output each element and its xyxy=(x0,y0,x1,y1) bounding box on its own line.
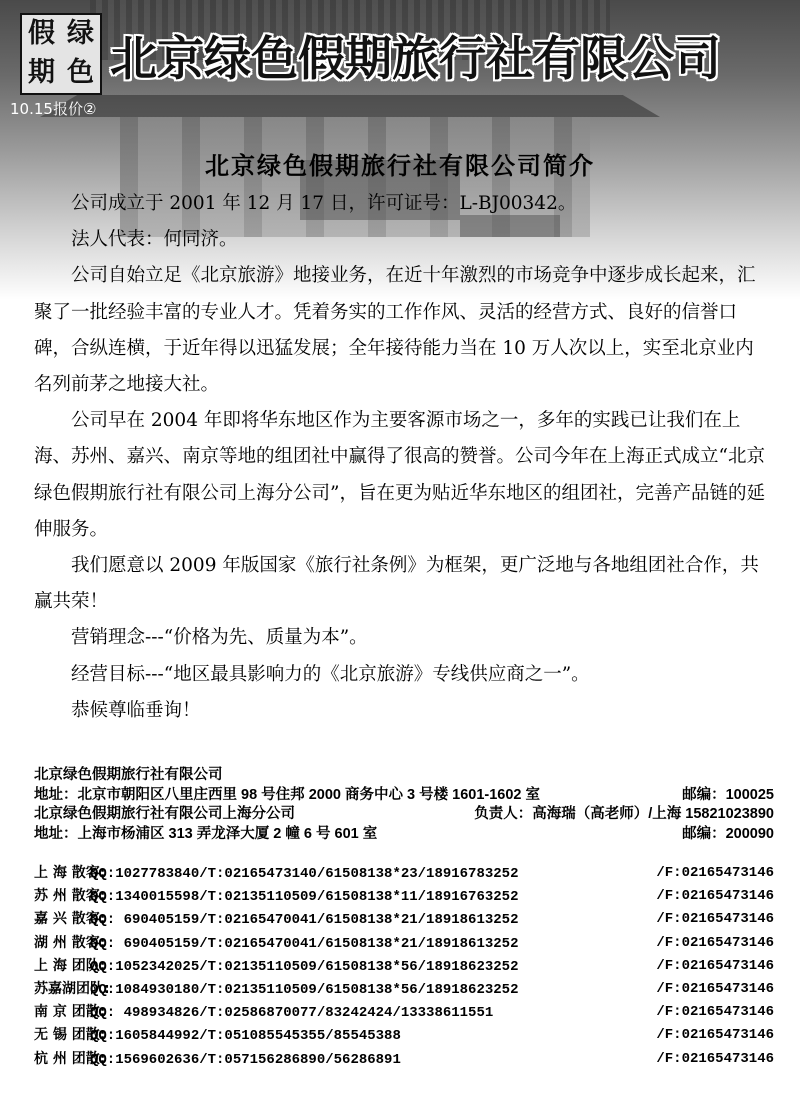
gate-eave-image xyxy=(40,95,660,117)
branch-label: 上 海 团队: xyxy=(34,957,106,974)
branch-manager: 负责人：高海瑞（高老师）/上海 15821023890 xyxy=(474,806,774,822)
branch-fax: /F:02165473146 xyxy=(656,888,774,905)
branch-name: 北京绿色假期旅行社有限公司上海分公司 xyxy=(34,806,295,822)
branch-fax: /F:02165473146 xyxy=(656,911,774,928)
branch-label: 苏 州 散客: xyxy=(34,888,106,905)
branch-row xyxy=(34,1024,774,1047)
branch-row xyxy=(34,955,774,978)
branch-contact: QQ:1084930180/T:02135110509/61508138*56/18918623252 xyxy=(90,981,519,998)
company-title: 北京绿色假期旅行社有限公司 xyxy=(110,32,721,87)
logo-char: 假 xyxy=(28,18,55,49)
branch-address-row xyxy=(34,825,774,845)
contact-block xyxy=(34,766,774,844)
hq-address-row xyxy=(34,786,774,806)
branch-fax: /F:02165473146 xyxy=(656,957,774,974)
intro-paragraph: 公司成立于 2001 年 12 月 17 日，许可证号：L-BJ00342。 xyxy=(71,193,577,214)
hq-name-row xyxy=(34,766,774,786)
branch-label: 嘉 兴 散客: xyxy=(34,911,106,928)
branch-row xyxy=(34,932,774,955)
hq-name: 北京绿色假期旅行社有限公司 xyxy=(34,767,223,783)
branch-contact: QQ: 690405159/T:02165470041/61508138*21/18918613252 xyxy=(90,935,519,952)
branch-label: 无 锡 团散: xyxy=(34,1027,106,1044)
branch-fax: /F:02165473146 xyxy=(656,865,774,881)
branch-fax: /F:02165473146 xyxy=(656,1004,774,1021)
intro-paragraph: 公司早在 2004 年即将华东地区作为主要客源市场之一，多年的实践已让我们在上海、苏州、嘉兴、南京等地的组团社中赢得了很高的赞誉。公司今年在上海正式成立“北京绿色假期旅行社有限公司上海分公司”，旨在更为贴近华东地区的组团社，完善产品链的延伸服务。 xyxy=(34,410,765,540)
branch-label: 苏嘉湖团队: xyxy=(34,980,110,997)
branch-address: 地址：上海市杨浦区 313 弄龙泽大厦 2 幢 6 号 601 室 xyxy=(34,825,378,842)
branch-fax: /F:02165473146 xyxy=(656,1027,774,1044)
branch-contact: QQ:1027783840/T:02165473140/61508138*23/18916783252 xyxy=(90,866,519,882)
intro-paragraph: 法人代表：何同济。 xyxy=(71,229,238,251)
branch-fax: /F:02165473146 xyxy=(656,980,774,997)
intro-body xyxy=(34,186,770,729)
intro-paragraph: 营销理念---“价格为先、质量为本”。 xyxy=(71,627,368,649)
branch-contact: QQ:1052342025/T:02135110509/61508138*56/18918623252 xyxy=(90,958,519,975)
hq-address: 地址：北京市朝阳区八里庄西里 98 号住邦 2000 商务中心 3 号楼 1601-1602 室 xyxy=(34,786,541,803)
branch-contact-list xyxy=(34,862,774,1071)
branch-row xyxy=(34,1048,774,1071)
intro-paragraph: 经营目标---“地区最具影响力的《北京旅游》专线供应商之一”。 xyxy=(71,663,590,685)
branch-contact: QQ:1569602636/T:057156286890/56286891 xyxy=(90,1051,401,1068)
logo-char: 绿 xyxy=(67,18,94,49)
intro-paragraph: 我们愿意以 2009 年版国家《旅行社条例》为框架，更广泛地与各地组团社合作，共赢共荣！ xyxy=(34,555,759,613)
branch-row xyxy=(34,1001,774,1024)
branch-postcode: 邮编：200090 xyxy=(682,825,774,842)
branch-row xyxy=(34,885,774,908)
quote-tag: 10.15报价② xyxy=(10,100,97,118)
branch-label: 湖 州 散客: xyxy=(34,934,106,951)
hq-postcode: 邮编：100025 xyxy=(682,786,774,803)
branch-label: 上 海 散客: xyxy=(34,865,106,881)
branch-fax: /F:02165473146 xyxy=(656,1050,774,1067)
branch-row xyxy=(34,908,774,931)
intro-title: 北京绿色假期旅行社有限公司简介 xyxy=(205,151,595,180)
intro-paragraph: 公司自始立足《北京旅游》地接业务，在近十年激烈的市场竞争中逐步成长起来，汇聚了一批经验丰富的专业人才。凭着务实的工作作风、灵活的经营方式、良好的信誉口碑，合纵连横，于近年得以迅猛发展；全年接待能力当在 10 万人次以上，实至北京业内名列前茅之地接大社。 xyxy=(34,265,756,396)
branch-label: 杭 州 团散: xyxy=(34,1050,106,1067)
branch-fax: /F:02165473146 xyxy=(656,934,774,951)
intro-paragraph: 恭候尊临垂询！ xyxy=(71,699,201,721)
company-logo xyxy=(20,13,102,95)
branch-contact: QQ:1605844992/T:051085545355/85545388 xyxy=(90,1028,401,1045)
branch-contact: QQ: 690405159/T:02165470041/61508138*21/18918613252 xyxy=(90,912,519,929)
logo-char: 期 xyxy=(28,57,55,88)
branch-label: 南 京 团散: xyxy=(34,1004,106,1021)
branch-name-row xyxy=(34,805,774,825)
branch-contact: QQ:1340015598/T:02135110509/61508138*11/18916763252 xyxy=(90,889,519,906)
branch-row xyxy=(34,978,774,1001)
logo-char: 色 xyxy=(67,57,94,88)
branch-row xyxy=(34,862,774,885)
branch-contact: QQ: 498934826/T:02586870077/83242424/13338611551 xyxy=(90,1005,494,1022)
